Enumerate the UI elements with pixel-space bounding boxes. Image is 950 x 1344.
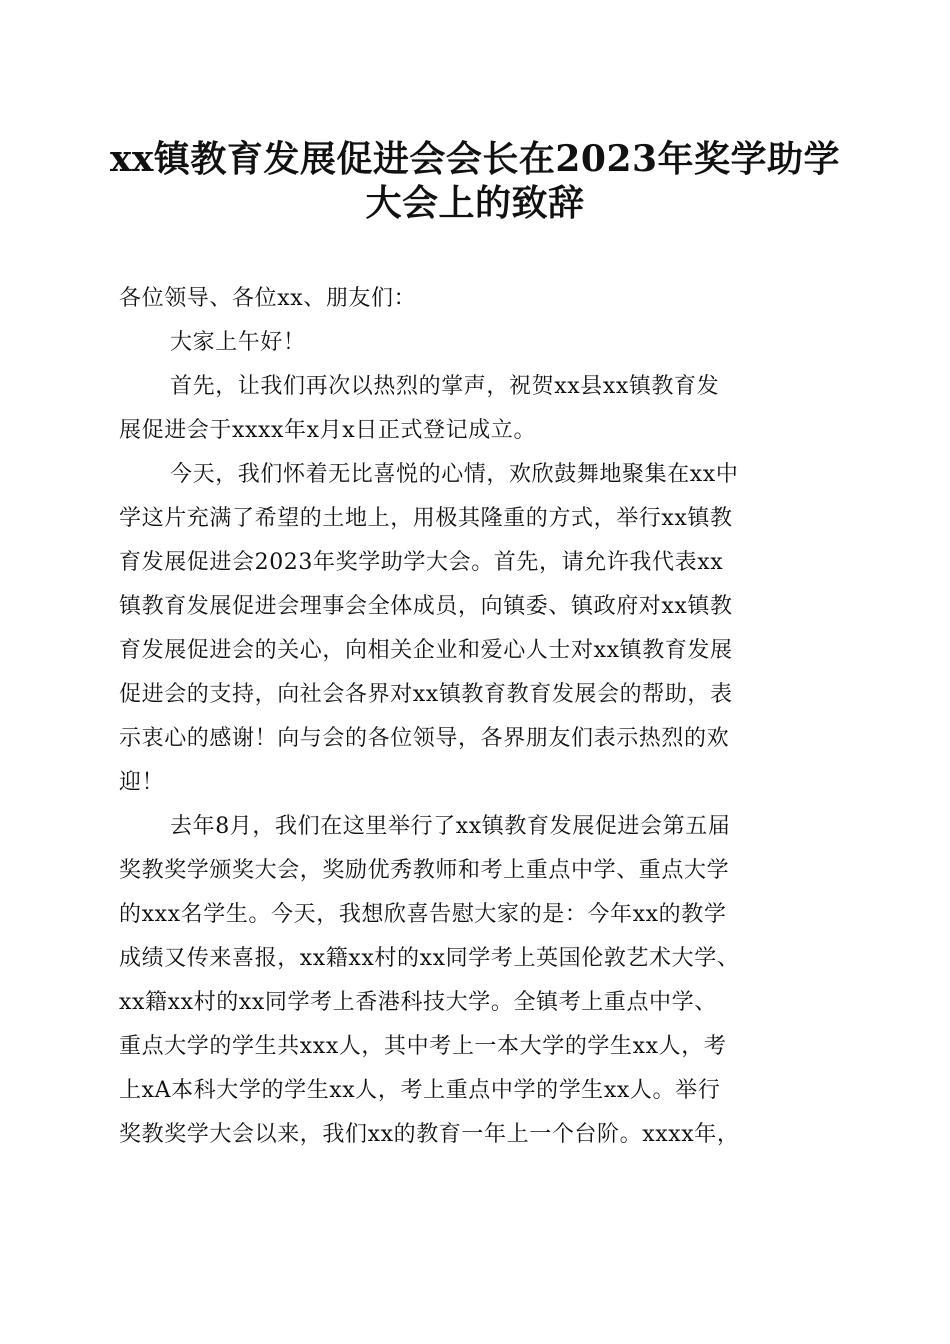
paragraph-line: xx籍xx村的xx同学考上香港科技大学。全镇考上重点中学、 <box>119 990 717 1015</box>
paragraph-line: 展促进会于xxxx年x月x日正式登记成立。 <box>119 418 537 443</box>
document-title-line-2: 大会上的致辞 <box>365 182 585 224</box>
paragraph-line: 镇教育发展促进会理事会全体成员，向镇委、镇政府对xx镇教 <box>119 594 733 619</box>
salutation: 各位领导、各位xx、朋友们： <box>119 286 417 311</box>
greeting: 大家上午好！ <box>170 330 306 355</box>
paragraph-line: 促进会的支持，向社会各界对xx镇教育教育发展会的帮助，表 <box>119 682 733 707</box>
document-title-line-1: xx镇教育发展促进会会长在2023年奖学助学 <box>109 138 841 180</box>
paragraph-line: 奖教奖学颁奖大会，奖励优秀教师和考上重点中学、重点大学 <box>119 858 730 883</box>
paragraph-line: 首先，让我们再次以热烈的掌声，祝贺xx县xx镇教育发 <box>170 374 720 399</box>
paragraph-line: 去年8月，我们在这里举行了xx镇教育发展促进会第五届 <box>170 814 731 839</box>
paragraph-line: 育发展促进会的关心，向相关企业和爱心人士对xx镇教育发展 <box>119 638 733 663</box>
paragraph-line: 示衷心的感谢！向与会的各位领导，各界朋友们表示热烈的欢 <box>119 726 730 751</box>
paragraph-line: 奖教奖学大会以来，我们xx的教育一年上一个台阶。xxxx年， <box>119 1122 740 1147</box>
paragraph-line: 成绩又传来喜报，xx籍xx村的xx同学考上英国伦敦艺术大学、 <box>119 946 740 971</box>
paragraph-line: 的xxx名学生。今天，我想欣喜告慰大家的是：今年xx的教学 <box>119 902 727 927</box>
paragraph-line: 重点大学的学生共xxx人，其中考上一本大学的学生xx人，考 <box>119 1034 727 1059</box>
paragraph-line: 上xA本科大学的学生xx人，考上重点中学的学生xx人。举行 <box>119 1078 721 1103</box>
paragraph-line: 今天，我们怀着无比喜悦的心情，欢欣鼓舞地聚集在xx中 <box>170 462 739 487</box>
paragraph-line: 育发展促进会2023年奖学助学大会。首先，请允许我代表xx <box>119 550 724 575</box>
paragraph-line: 学这片充满了希望的土地上，用极其隆重的方式，举行xx镇教 <box>119 506 733 531</box>
paragraph-line: 迎！ <box>119 770 165 795</box>
